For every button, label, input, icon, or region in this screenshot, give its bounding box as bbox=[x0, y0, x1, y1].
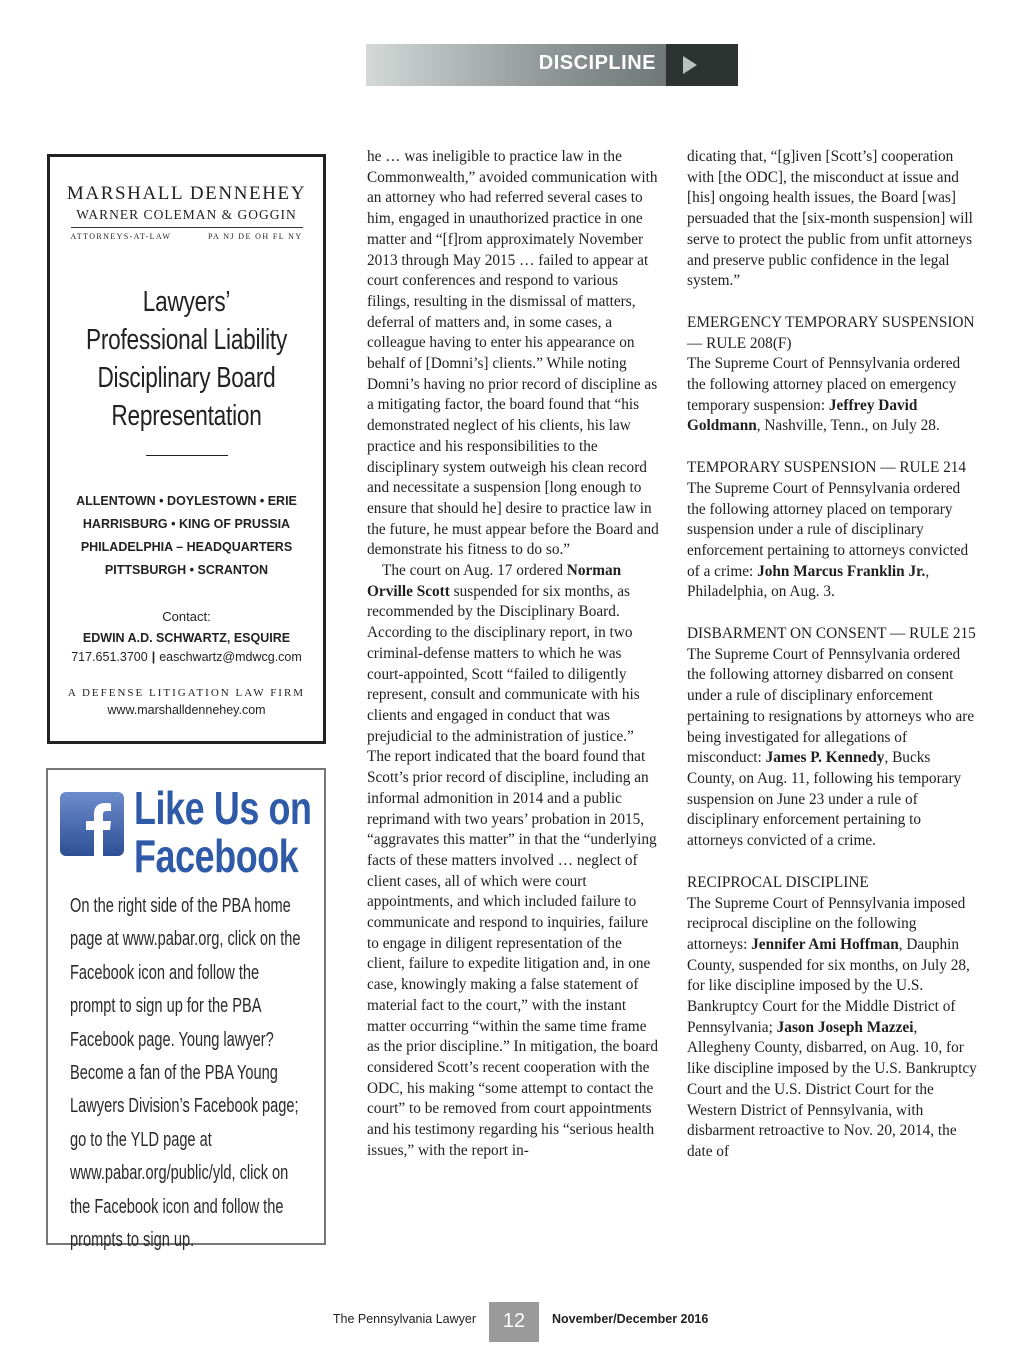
page-number: 12 bbox=[489, 1302, 539, 1342]
firm-name-line1: MARSHALL DENNEHEY bbox=[66, 183, 307, 204]
section-title: DISCIPLINE bbox=[538, 52, 656, 74]
ad-headline-line: Disciplinary Board bbox=[97, 362, 276, 394]
facebook-logo-icon[interactable] bbox=[60, 792, 124, 856]
attorney-name: Norman Orville Scott bbox=[367, 562, 622, 600]
text-run: , Bucks County, on Aug. 11, following his temporary suspension on June 23 under a rule of disciplinary enforcement pertaining to attorneys convicted of a crime. bbox=[687, 749, 962, 850]
office-cities bbox=[50, 490, 323, 582]
text-run: The Supreme Court of Pennsylvania ordered the following attorney placed on temporary suspension under a rule of disciplinary enforcement pertaining to attorneys convicted of a crime: bbox=[687, 479, 969, 580]
facebook-headline-line1: Like Us on bbox=[134, 782, 312, 834]
separator-bar: | bbox=[151, 650, 156, 664]
firm-subline bbox=[71, 232, 303, 241]
text-run: The Supreme Court of Pennsylvania ordered the following attorney disbarred on consent under a rule of disciplinary enforcement pertaining to resignations by attorneys who are being investigated for allegations of misconduct: bbox=[687, 645, 975, 767]
text-run: The Supreme Court of Pennsylvania imposed reciprocal discipline on the following attorneys: bbox=[687, 894, 966, 953]
text-run: , Philadelphia, on Aug. 3. bbox=[687, 562, 930, 601]
article-paragraph bbox=[687, 354, 979, 437]
page-footer bbox=[0, 1302, 1024, 1342]
attorney-name: Jennifer Ami Hoffman bbox=[751, 935, 899, 953]
ad-headline-line: Professional Liability bbox=[85, 324, 288, 356]
article-paragraph bbox=[687, 479, 979, 603]
banner-arrow-box bbox=[666, 44, 738, 86]
contact-details bbox=[50, 650, 323, 664]
firm-divider bbox=[71, 227, 303, 228]
firm-subline-states: PA NJ DE OH FL NY bbox=[207, 232, 303, 241]
city-line: PITTSBURGH • SCRANTON bbox=[104, 563, 269, 577]
section-heading: TEMPORARY SUSPENSION — RULE 214 bbox=[687, 459, 967, 477]
text-run: , Allegheny County, disbarred, on Aug. 10, for like discipline imposed by the U.S. Bankruptcy Court and the U.S. District Court for the Western District of Pennsylvania, with disbarment retroactive to Nov. 20, 2014, the date of bbox=[687, 1018, 977, 1160]
article-paragraph bbox=[687, 645, 979, 852]
firm-website-link[interactable]: www.marshalldennehey.com bbox=[107, 703, 266, 717]
facebook-body-text: On the right side of the PBA home page at www.pabar.org, click on the Facebook icon and follow the prompt to sign up for the PBA Facebook page. Young lawyer? Become a fan of the PBA Young Lawyers Division’s Facebook page; go to the YLD page at www.pabar.org/public/yld, click on the Facebook icon and follow the prompts to sign up. bbox=[70, 895, 301, 1252]
article-column-1 bbox=[367, 147, 661, 1161]
issue-date: November/December 2016 bbox=[552, 1312, 709, 1326]
city-line: ALLENTOWN • DOYLESTOWN • ERIE bbox=[76, 494, 297, 508]
section-heading: DISBARMENT ON CONSENT — RULE 215 bbox=[687, 625, 976, 643]
ad-divider bbox=[146, 455, 228, 456]
article-paragraph bbox=[687, 894, 979, 1163]
article-paragraph: he … was ineligible to practice law in the Commonwealth,” avoided communication with an attorney who had referred several cases to him, engaged in unauthorized practice in one matter and “[f]rom approximately November 2013 through May 2015 … failed to appear at court conferences and respond to various filings, resulting in the dismissal of matters, deferral of matters and, in some cases, a colleague having to enter his appearance on behalf of [Domni’s] clients.” While noting Domni’s having no prior record of discipline as a mitigating factor, the board found that “his demonstrated neglect of his clients, his law practice and his responsibilities to the disciplinary system outweigh his clean record and necessitate a suspension [long enough to ensure that should he] desire to practice law in the future, he must appear before the Board and demonstrate his fitness to do so.” bbox=[367, 148, 659, 559]
contact-name: EDWIN A.D. SCHWARTZ, ESQUIRE bbox=[82, 631, 291, 645]
facebook-headline bbox=[134, 784, 312, 880]
contact-email[interactable]: easchwartz@mdwcg.com bbox=[159, 650, 302, 664]
ad-headline-line: Lawyers’ bbox=[142, 286, 231, 318]
chevron-right-icon bbox=[680, 55, 700, 75]
text-run: The Supreme Court of Pennsylvania ordered the following attorney placed on emergency temporary suspension: bbox=[687, 355, 961, 414]
contact-label: Contact: bbox=[162, 609, 211, 624]
contact-phone: 717.651.3700 bbox=[71, 650, 148, 664]
attorney-name: John Marcus Franklin Jr. bbox=[757, 562, 926, 580]
section-banner bbox=[366, 44, 738, 86]
firm-name-line2: WARNER COLEMAN & GOGGIN bbox=[76, 207, 297, 222]
facebook-headline-line2: Facebook bbox=[134, 830, 299, 882]
firm-subline-left: ATTORNEYS-AT-LAW bbox=[70, 232, 172, 241]
section-heading: RECIPROCAL DISCIPLINE bbox=[687, 873, 869, 891]
firm-tagline: A DEFENSE LITIGATION LAW FIRM bbox=[67, 687, 306, 699]
text-run: , Dauphin County, suspended for six months, on July 28, for like discipline imposed by the U.S. Bankruptcy Court for the Middle District of Pennsylvania; bbox=[687, 935, 970, 1036]
law-firm-ad bbox=[47, 154, 326, 744]
city-line: PHILADELPHIA – HEADQUARTERS bbox=[80, 540, 293, 554]
facebook-promo-box bbox=[46, 768, 326, 1252]
article-paragraph: dicating that, “[g]iven [Scott’s] cooperation with [the ODC], the misconduct at issue and [his] ongoing health issues, the Board [was] persuaded that the [six-month suspension] will serve to protect the public from unfit attorneys and preserve public confidence in the legal system.” bbox=[687, 148, 973, 290]
article-paragraph bbox=[367, 561, 661, 1161]
ad-headline bbox=[80, 283, 293, 435]
publication-name: The Pennsylvania Lawyer bbox=[332, 1312, 476, 1326]
attorney-name: James P. Kennedy bbox=[765, 749, 885, 767]
ad-headline-line: Representation bbox=[111, 400, 262, 432]
attorney-name: Jason Joseph Mazzei bbox=[776, 1018, 914, 1036]
attorney-name: Jeffrey David Goldmann bbox=[687, 396, 918, 435]
article-column-2 bbox=[687, 147, 979, 1163]
text-run: The court on Aug. 17 ordered bbox=[382, 562, 567, 580]
section-heading: EMERGENCY TEMPORARY SUSPENSION — RULE 208(F) bbox=[687, 313, 975, 352]
text-run: , Nashville, Tenn., on July 28. bbox=[756, 417, 940, 435]
city-line: HARRISBURG • KING OF PRUSSIA bbox=[82, 517, 291, 531]
text-run: suspended for six months, as recommended by the Disciplinary Board. According to the disciplinary report, in two criminal-defense matters to which he was court-appointed, Scott “failed to diligently represent, consult and communicate with his clients and engaged in conduct that was prejudicial to the administration of justice.” The report indicated that the board found that Scott’s prior record of discipline, including an informal admonition in 2014 and a public reprimand with two years’ probation in 2015, “aggravates this matter” in that the “underlying facts of these matters involved … neglect of client cases, all of which were court appointments, and which included failure to communicate and respond to inquiries, failure to engage in diligent representation of the client, failure to expedite litigation and, in one case, knowingly making a false statement of material fact to the court,” with the instant matter occurring “within the same time frame as the prior discipline.” In mitigation, the board considered Scott’s recent cooperation with the ODC, his making “some attempt to contact the court” to be removed from court appointments and his testimony regarding his “serious health issues,” with the report in- bbox=[367, 582, 658, 1159]
